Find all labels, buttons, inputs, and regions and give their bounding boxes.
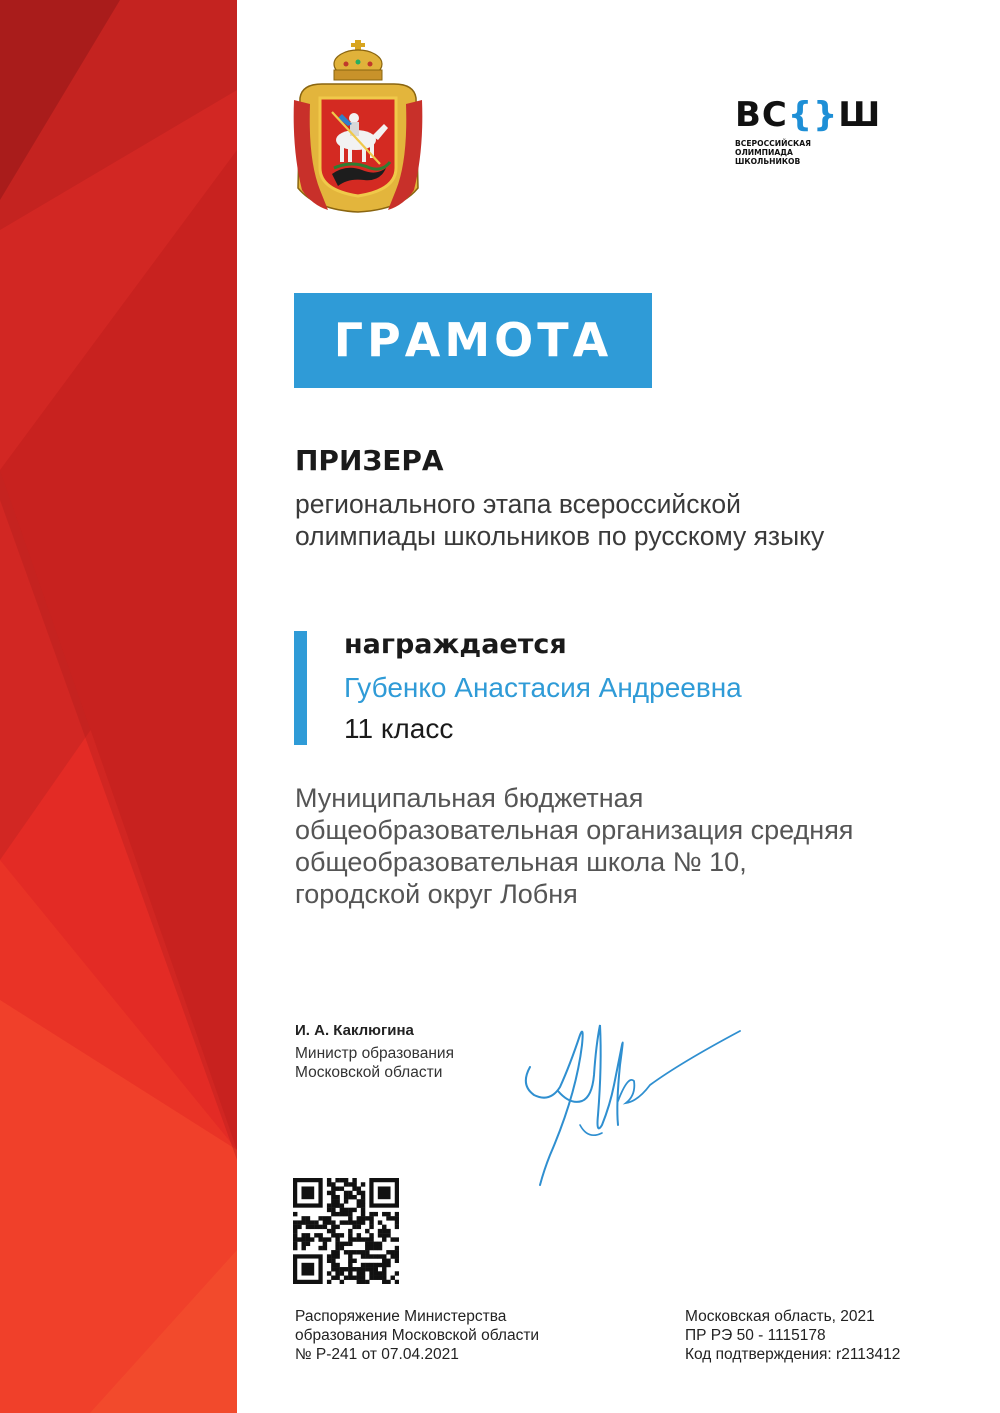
coat-of-arms-emblem [292,40,424,215]
order-line: № Р-241 от 07.04.2021 [295,1346,459,1363]
event-line: регионального этапа всероссийской [295,489,741,519]
certificate-title: ГРАМОТА [294,293,652,388]
vsosh-logo [735,95,895,172]
vsosh-logo-wordmark [735,95,882,135]
school-line: общеобразовательная школа № 10, [295,847,747,877]
accent-bar [294,631,307,745]
event-description [295,488,824,552]
region-line: Московская область, 2021 [685,1308,875,1325]
rank-heading: ПРИЗЕРА [295,444,444,477]
school-line: Муниципальная бюджетная [295,783,644,813]
order-reference [295,1307,539,1364]
event-line: олимпиады школьников по русскому языку [295,521,825,551]
school-line: городской округ Лобня [295,879,578,909]
order-line: Распоряжение Министерства [295,1308,507,1325]
signatory-position-line: Московской области [295,1064,443,1081]
vsosh-logo-caption-line: ВСЕРОССИЙСКАЯ [735,139,811,148]
vsosh-logo-letters-left: ВС [735,95,788,135]
signatory-position [295,1044,454,1082]
school-name [295,782,853,910]
region-line: ПР РЭ 50 - 1115178 [685,1327,826,1344]
recipient-grade: 11 класс [344,713,454,744]
recipient-name: Губенко Анастасия Андреевна [344,672,742,703]
vsosh-logo-caption-line: ОЛИМПИАДА [735,148,793,157]
signatory-position-line: Министр образования [295,1045,454,1062]
region-info [685,1307,900,1364]
region-line: Код подтверждения: r2113412 [685,1346,901,1363]
vsosh-logo-caption [735,139,811,166]
order-line: образования Московской области [295,1327,540,1344]
awarded-label: награждается [344,629,567,660]
vsosh-logo-letters-right: Ш [838,95,882,135]
decorative-red-band [0,0,237,1413]
vsosh-logo-caption-line: ШКОЛЬНИКОВ [735,157,801,166]
school-line: общеобразовательная организация средняя [295,815,854,845]
qr-code [293,1178,399,1284]
signatory-name: И. А. Каклюгина [295,1022,414,1039]
handwritten-signature [510,1005,750,1195]
vsosh-logo-bracket: {} [787,95,839,135]
